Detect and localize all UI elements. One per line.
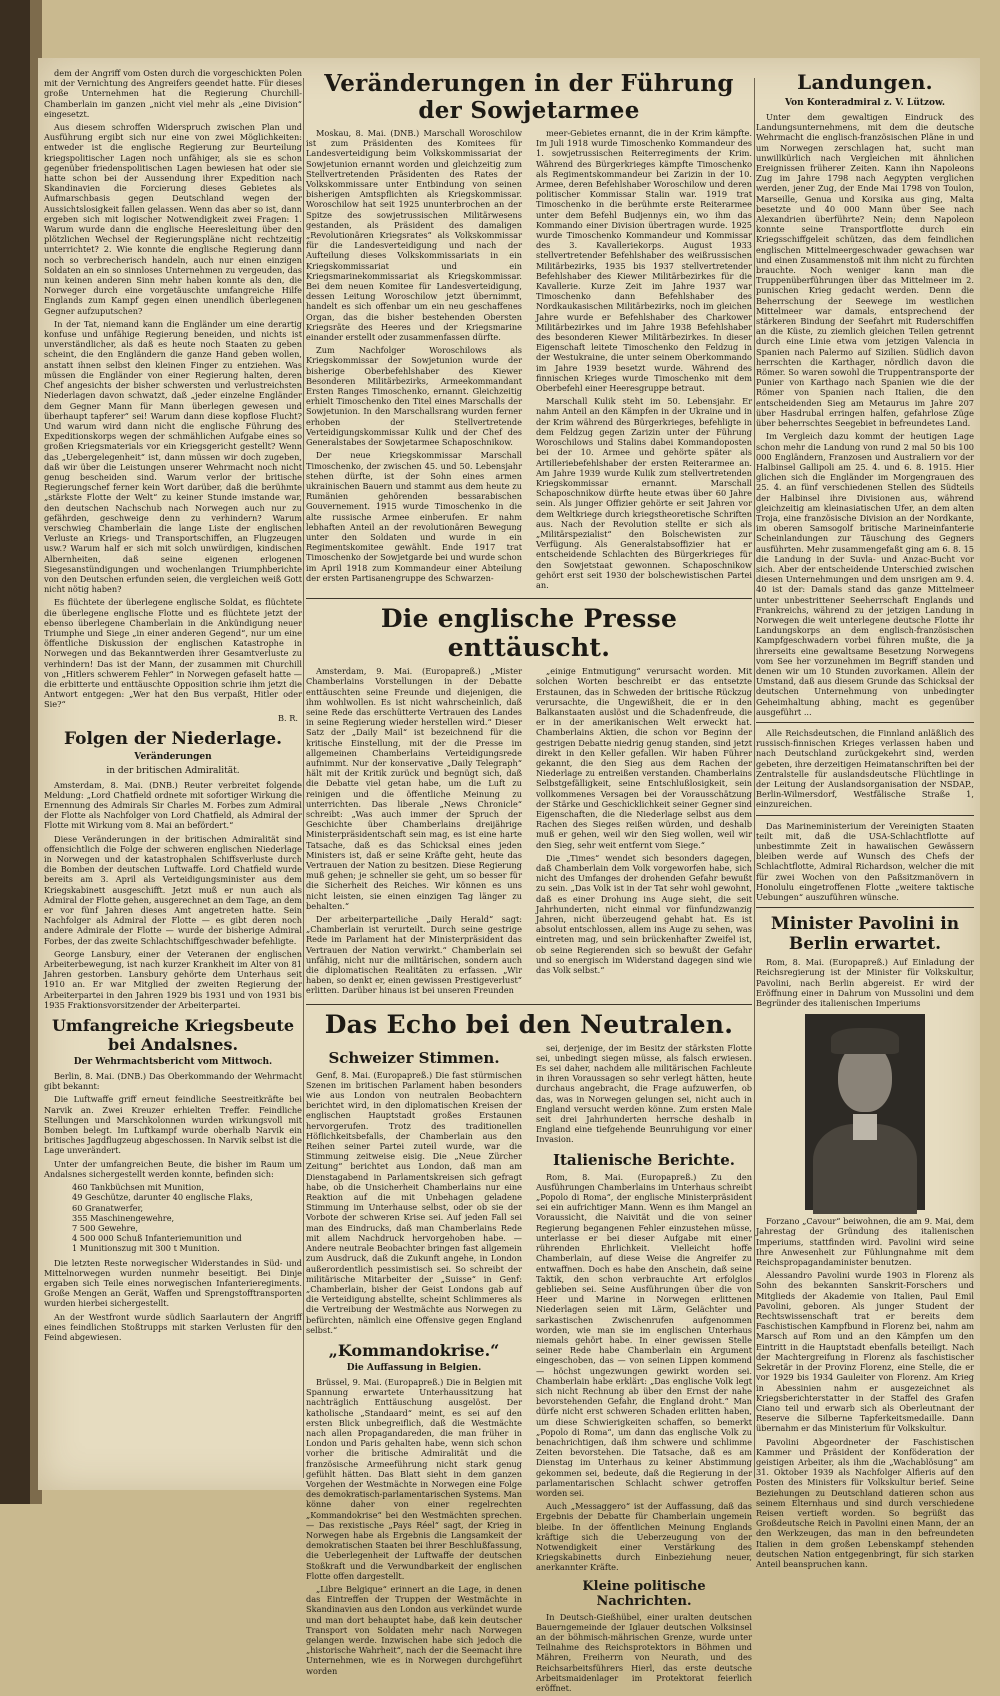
- pavolini-portrait-photo: [805, 1014, 925, 1210]
- article-paragraph: Pavolini Abgeordneter der Faschistischen Kammer und Präsident der Konföderation der geistigen Arbeiter, als ihm die „Wachablösung“ am 31. Oktober 1939 als Nachfolger Alfieris auf den Posten des Ministers für Volkskultur berief. Seine Beziehungen zu Deutschland datieren schon aus seinem Elternhaus und sind durch verschiedene Reisen vertieft worden. So begrüßt das Großdeutsche Reich in Pavolini einen Mann, der an den Werkzeugen, das man in den befreundeten Italien in dem großen Lebenskampf stehenden deutschen Nation entgegenbringt, für sich starken Anteil beanspruchen kann.: [756, 1436, 974, 1569]
- divider: [756, 815, 974, 816]
- headline-landungen: Landungen.: [797, 70, 933, 94]
- subheadline: Kleine politische Nachrichten.: [582, 1578, 706, 1609]
- article-paragraph: Unter der umfangreichen Beute, die bisher im Raum um Andalsnes sichergestellt werden konnte, befinden sich:: [44, 1158, 302, 1179]
- divider: [756, 907, 974, 908]
- article-paragraph: Der neue Kriegskommissar Marschall Timoschenko, der zwischen 45. und 50. Lebensjahr stehen dürfte, ist der Sohn eines armen ukrainischen Bauern und stammt aus dem heute zu Rumänien gehörenden bessarabischen Gouvernement. 1915 wurde Timoschenko in die alte russische Armee einberufen. Er nahm lebhaften Anteil an der revolutionären Bewegung unter den Soldaten und wurde in ein Regimentskomitee gewählt. Ende 1917 trat Timoschenko der Sowjetgarde bei und wurde schon im April 1918 zum Kommandeur einer Abteilung der ersten Partisanengruppe des Schwarzen-: [306, 450, 522, 583]
- article-paragraph: Marschall Kulik steht im 50. Lebensjahr. Er nahm Anteil an den Kämpfen in der Ukraine und in der Krim während des Bürgerkrieges, befehligte in dem Feldzug gegen Zarizin unter der Führung Woroschilows und Stalins dabei Kommandoposten bei der 10. Armee und gehörte später als Artilleriebefehlshaber der ersten Reiterarmee an. Am Jahre 1939 wurde Kulik zum stellvertretenden Kriegskommissar ernannt. Marschall Schaposchnikow dürfte heute etwas über 60 Jahre sein. Als junger Offizier gehörte er seit Jahren vor dem Weltkriege durch kriegstheoretische Schriften aus. Nach der Revolution stellte er sich als „Militärspezialist“ den Bolschewisten zur Verfügung. Als Generalstabsoffizier hat er entscheidende Schlachten des Bürgerkrieges für den Sowjetstaat gewonnen. Schaposchnikow gehört erst seit 1930 der bolschewistischen Partei an.: [536, 396, 752, 590]
- headline-beute: Umfangreiche Kriegsbeute bei Andalsnes.: [51, 1016, 295, 1055]
- list-item: 7 500 Gewehre,: [72, 1222, 138, 1233]
- list-item: 4 500 000 Schuß Infanteriemunition und: [72, 1233, 242, 1244]
- subheading: Die Auffassung in Belgien.: [346, 1362, 482, 1373]
- intro-paragraph: dem der Angriff vom Osten durch die vorgeschickten Polen mit der Vernichtung des Angreifers geendet hatte. Für dieses große Unternehmen hat die Regierung Churchill-Chamberlain im ganzen „nicht viel mehr als „eine Division“ eingesetzt.: [44, 68, 302, 119]
- column-rule-1: [303, 78, 304, 1478]
- photo-caption: Forzano „Cavour“ beiwohnen, die am 9. Mai, dem Jahrestag der Gründung des italienischen Imperiums, stattfinden wird. Pavolini wird seine Ihre Anwesenheit zur Fühlungnahme mit dem Reichspropagandaminister benutzen.: [756, 1216, 974, 1268]
- article-paragraph: George Lansbury, einer der Veteranen der englischen Arbeiterbewegung, ist nach kurzer Krankheit im Alter von 81 Jahren gestorben. Lansbury gehörte dem Unterhaus seit 1910 an. Er war Mitglied der zweiten Regierung der Arbeiterpartei in den Jahren 1929 bis 1931 und von 1931 bis 1935 Fraktionsvorsitzender der Arbeiterpartei.: [44, 948, 302, 1010]
- column-rule-2: [754, 78, 755, 1478]
- presse-article: [306, 666, 752, 999]
- subheadline: Schweizer Stimmen.: [328, 1048, 500, 1067]
- article-paragraph: Moskau, 8. Mai. (DNB.) Marschall Woroschilow ist zum Präsidenten des Komitees für Landesverteidigung beim Volkskommissariat der Sowjetunion ernannt worden und gleichzeitig zum Stellvertretenden Präsidenten des Rates der Volkskommissare unter Entbindung von seinen bisherigen Amtspflichten als Kriegskommissar. Woroschilow hat seit 1925 ununterbrochen an der Spitze des sowjetrussischen Militärwesens gestanden, als Präsident des damaligen „Revolutionären Kriegsrates“ als Volkskommissar für die Landesverteidigung und nach der Aufteilung dieses Volkskommissariats in ein Kriegskommissariat und ein Kriegsmarinekommissariat als Kriegskommissar. Bei dem neuen Komitee für Landesverteidigung, dessen Leitung Woroschilow jetzt übernimmt, handelt es sich offenbar um ein neu geschaffenes Organ, das die bisher bestehenden Obersten Kriegsräte des Heeres und der Kriegsmarine einander erstellt oder zusammenfassen dürfte.: [306, 128, 522, 343]
- article-paragraph: Unter dem gewaltigen Eindruck des Landungsunternehmens, mit dem die deutsche Wehrmacht die englisch-französischen Pläne in und um Norwegen zerschlagen hat, sucht man unwillkürlich nach Vergleichen mit ähnlichen Ereignissen früherer Zeiten. Kann ihn Napoleons Zug im Jahre 1798 nach Aegypten verglichen werden, jener Zug, der Ende Mai 1798 von Toulon, Marseille, Genua und Korsika aus ging, Malta besetzte und 40 000 Mann über See nach Alexandrien überführte? Nein; denn Napoleon konnte seine Transportflotte durch ein Kriegsschiffgeleit schützen, das dem feindlichen englischen Mittelmeergeschwader gewachsen war und einen Zusammenstoß mit ihm nicht zu fürchten brauchte. Noch weniger kann man die Truppenüberführungen über das Mittelmeer im 2. punischen Krieg gedacht werden. Denn die Beherrschung der Seewege im westlichen Mittelmeer war damals, entsprechend der stärkeren Bindung der Seefahrt mit Ruderschiffen an die Küste, zu ziemlich gleichen Teilen getrennt durch eine Linie etwa vom jetzigen Valencia in Spanien nach Palermo auf Sizilien. Südlich davon herrschten die Karthager, nördlich davon die Römer. So waren sowohl die Truppentransporte der Punier von Karthago nach Spanien wie die der Römer von Spanien nach Italien, die den entscheidenden Sieg am Metaurus im Jahre 207 über Hasdrubal erringen halfen, gefahrlose Züge über beherrschtes Seegebiet in befreundetes Land.: [756, 112, 974, 429]
- article-paragraph: In Deutsch-Gießhübel, einer uralten deutschen Bauerngemeinde der Iglauer deutschen Volksinsel an der böhmisch-mährischen Grenze, wurde unter Teilnahme des Reichsprotektors in Böhmen und Mähren, Freiherrn von Neurath, und des Reichsarbeitsführers Hierl, das erste deutsche Arbeitsmaidenlager im Protektorat feierlich eröffnet.: [536, 1611, 752, 1694]
- headline-echo: Das Echo bei den Neutralen.: [324, 1009, 734, 1039]
- article-paragraph: Amsterdam, 9. Mai. (Europapreß.) „Mister Chamberlains Vorstellungen in der Debatte enttäuschten seine Freunde und diejenigen, die ihm wohlwollen. Es ist nicht wahrscheinlich, daß seine Rede das erschütterte Vertrauen des Landes in seine Regierung wieder herstellen wird.“ Dieser Satz der „Daily Mail“ ist bezeichnend für die kritische Einstellung, mit der die Presse im allgemeinen Chamberlains Verteidigungsrede aufnimmt. Nur der konservative „Daily Telegraph“ hält mit der Kritik zurück und begnügt sich, daß die Debatte viel getan habe, um die Luft zu reinigen und die öffentliche Meinung zu unterrichten. Das liberale „News Chronicle“ schreibt: „Was auch immer der Spruch der Geschichte über Chamberlains dreijährige Ministerpräsidentschaft sein mag, es ist eine harte Tatsache, daß es das Schicksal eines jeden Ministers ist, daß er seine Kräfte geht, heute das Vertrauen der Nation zu besitzen. Diese Regierung muß gehen; je schneller sie geht, um so besser für die Sicherheit des Reiches. Wir können es uns nicht leisten, sie einen einzigen Tag länger zu behalten.“: [306, 666, 522, 911]
- byline: Von Konteradmiral z. V. Lützow.: [785, 98, 945, 108]
- news-note: Alle Reichsdeutschen, die Finnland anläßlich des russisch-finnischen Krieges verlassen haben und nach Deutschland zurückgekehrt sind, werden gebeten, ihre derzeitigen Heimatanschriften bei der Zentralstelle für auslandsdeutsche Flüchtlinge in der Leitung der Auslandsorganisation der NSDAP., Berlin-Wilmersdorf, Westfälische Straße 1, einzureichen.: [756, 727, 974, 810]
- newspaper-page: [38, 58, 980, 1694]
- article-paragraph: „einige Entmutigung“ verursacht worden. Mit solchen Worten beschreibt er das entsetzte Erstaunen, das in Schweden der britische Rückzug verursachte, die Ungewißheit, die er in den Balkanstaaten auslöst und die Schadenfreude, die er in der amerikanischen Welt erweckt hat. Chamberlains Aktien, die schon vor Beginn der gestrigen Debatte niedrig genug standen, sind jetzt direkt in den Keller gefallen. Wir haben Führer gekannt, die den Sieg aus dem Rachen der Niederlage zu entreißen verstanden. Chamberlains Selbstgefälligkeit, seine Entschlußlosigkeit, sein vollkommenes Versagen bei der Vorausschätzung der Stärke und Geschicklichkeit seiner Gegner sind Eigenschaften, die die Niederlage selbst aus dem Rachen des Sieges reißen würden, und deshalb muß er gehen, weil wir den Sieg wollen, weil wir den Sieg, sehr weit entfernt vom Siege.“: [536, 666, 752, 850]
- article-paragraph: Zum Nachfolger Woroschilows als Kriegskommissar der Sowjetunion wurde der bisherige Oberbefehlshaber des Kiewer Besonderen Militärbezirks, Armeekommandant Ersten Ranges Timoschenko, ernannt. Gleichzeitig erhielt Timoschenko den Titel eines Marschalls der Sowjetunion. In den Marschallsrang wurden ferner erhoben der Stellvertretende Verteidigungskommissar Kulik und der Chef des Generalstabes der Sowjetarmee Schaposchnikow.: [306, 345, 522, 448]
- signature: B. R.: [278, 712, 298, 723]
- article-paragraph: Berlin, 8. Mai. (DNB.) Das Oberkommando der Wehrmacht gibt bekannt:: [44, 1071, 302, 1092]
- subheading: in der britischen Admiralität.: [106, 765, 240, 776]
- article-paragraph: Diese Veränderungen in der britischen Admiralität sind offensichtlich die Folge der schweren englischen Niederlage in Norwegen und der katastrophalen Schiffsverluste durch die Bomben der deutschen Luftwaffe. Lord Chatfield wurde bereits am 3. April als Verteidigungsminister aus dem Kriegskabinett ausgeschifft. Jetzt muß er nun auch als Admiral der Flotte gehen, ausgerechnet an dem Tage, an dem er vor fünf Jahren dieses Amt angetreten hatte. Sein Nachfolger als Admiral der Flotte — es gibt deren noch andere Admirale der Flotte — wurde der bisherige Admiral Forbes, der das zweite Schlachtschiffgeschwader befehligte.: [44, 833, 302, 946]
- list-item: 49 Geschütze, darunter 40 englische Flaks,: [72, 1192, 253, 1203]
- headline-sowjetarmee: Veränderungen in der Führung der Sowjetarmee: [324, 70, 734, 124]
- echo-article: [306, 1043, 752, 1696]
- headline-pavolini: Minister Pavolini in Berlin erwartet.: [770, 914, 960, 955]
- article-paragraph: Auch „Messaggero“ ist der Auffassung, daß das Ergebnis der Debatte für Chamberlain ungemein bleibe. In der öffentlichen Meinung Englands kräftige sich die Ueberzeugung von der Notwendigkeit einer Verstärkung des Kriegskabinetts durch Einbeziehung neuer, anerkannter Kräfte.: [536, 1501, 752, 1573]
- divider: [306, 598, 752, 599]
- list-item: 460 Tankbüchsen mit Munition,: [72, 1182, 205, 1193]
- list-item: 355 Maschinengewehre,: [72, 1212, 175, 1223]
- column-right: [756, 68, 974, 1569]
- article-paragraph: Der arbeiterparteiliche „Daily Herald“ sagt: „Chamberlain ist verurteilt. Durch seine gestrige Rede im Parlament hat der Ministerpräsident das Vertrauen der Nation verwirkt.“ Chamberlain sei unfähig, nicht nur die militärischen, sondern auch die diplomatischen Realitäten zu erfassen. „Wir haben, so denkt er, einen gewissen Prestigeverlust“ erlitten. Darüber hinaus ist bei unseren Freunden: [306, 914, 522, 996]
- article-paragraph: meer-Gebietes ernannt, die in der Krim kämpfte. Im Juli 1918 wurde Timoschenko Kommandeur des 1. sowjetrussischen Reiterregiments der Krim. Während des Bürgerkrieges kämpfte Timoschenko als Regimentskommandeur bei Zarizin in der 10. Armee, deren Befehlshaber Woroschilow und deren politischer Kommissar Stalin war. 1919 trat Timoschenko in die berühmte erste Reiterarmee unter dem Befehl Budjennys ein, wo ihm das Kommando einer Division übertragen wurde. 1925 wurde Timoschenko Kommandeur und Kommissar des 3. Kavalleriekorps. August 1933 stellvertretender Befehlshaber des weißrussischen Militärbezirks, 1935 bis 1937 stellvertretender Befehlshaber des Kiewer Militärbezirkes für die Kavallerie. Kurze Zeit im Jahre 1937 war Timoschenko dann Befehlshaber des Nordkaukasischen Militärbezirks, noch im gleichen Jahre wurde er Befehlshaber des Charkower Militärbezirkes und im Jahre 1938 Befehlshaber des besonderen Kiewer Militärbezirkes. In dieser Eigenschaft leitete Timoschenko den Feldzug in der Westukraine, die unter seinem Oberkommando im Jahre 1939 besetzt wurde. Während des finnischen Krieges wurde Timoschenko mit dem Oberbefehl einer Heeresgruppe betraut.: [536, 128, 752, 394]
- headline-folgen: Folgen der Niederlage.: [63, 728, 283, 749]
- list-item: 60 Granatwerfer,: [72, 1202, 144, 1213]
- article-paragraph: Amsterdam, 8. Mai. (DNB.) Reuter verbreitet folgende Meldung: „Lord Chatfield ordnete mit sofortiger Wirkung die Ernennung des Admirals Sir Charles M. Forbes zum Admiral der Flotte als Nachfolger von Lord Chatfield, als Admiral der Flotte mit Wirkung vom 8. Mai an befördert.“: [44, 779, 302, 831]
- headline-presse: Die englische Presse enttäuscht.: [380, 604, 678, 663]
- article-paragraph: „Libre Belgique“ erinnert an die Lage, in denen das Eintreffen der Truppen der Westmächte in Skandinavien aus den London aus verkündet wurde und man dort behauptet habe, daß kein deutscher Transport von Soldaten mehr nach Norwegen gelangen werde. Inzwischen habe sich jedoch die „historische Wahrheit“, nach der die Seemacht ihre Unternehmen, wie es in Norwegen durchgeführt worden: [306, 1583, 522, 1676]
- subheadline: „Kommandokrise.“: [328, 1340, 500, 1360]
- column-left: [44, 68, 302, 1486]
- divider: [756, 722, 974, 723]
- intro-paragraph: Es flüchtete der überlegene englische Soldat, es flüchtete die überlegene englische Flotte und es flüchtete jetzt der ebenso überlegene Chamberlain in die Ankündigung neuer Triumphe und Siege „in einer anderen Gegend“, nur um eine öffentliche Diskussion der englischen Katastrophe in Norwegen und das Bekanntwerden ihrer Gesamtverluste zu verhindern! Das ist der Mann, der zusammen mit Churchill von „Hitlers schwerem Fehler“ in Norwegen gefaselt hatte — die erbitterte und enttäuschte Opposition schrie ihm jetzt die Antwort entgegen: „Wer hat den Bus verpaßt, Hitler oder Sie?“: [44, 597, 302, 710]
- intro-paragraph: Aus diesem schroffen Widerspruch zwischen Plan und Ausführung ergibt sich nur eine von zwei Möglichkeiten: entweder ist die englische Regierung zur Beurteilung kriegspolitischer Lagen noch unfähiger, als sie es schon gegenüber friedenspolitischen Lagen bewiesen hat oder sie hatte schon bei der Aussendung ihrer Expedition nach Skandinavien die Forcierung dieses Gebietes als Aufmarschbasis gegen Deutschland wegen der Aussichtslosigkeit fallen gelassen. Wenn das aber so ist, dann ergeben sich mit logischer Notwendigkeit zwei Fragen: 1. Warum wurde dann die englische Heeresleitung über den plötzlichen Wechsel der Regierungspläne nicht rechtzeitig unterrichtet? 2. Wie konnte die englische Regierung dann noch so verbrecherisch handeln, auch nur einen einzigen Soldaten an ein so sinnloses Unternehmen zu vergeuden, das nun keinen anderen Sinn mehr haben konnte als den, die Norweger durch eine vorgetäuschte umfangreiche Hilfe Englands zum Kampf gegen einen unendlich überlegenen Gegner aufzuputschen?: [44, 122, 302, 316]
- article-paragraph: Rom, 8. Mai. (Europapreß.) Auf Einladung der Reichsregierung ist der Minister für Volkskultur, Pavolini, nach Berlin abgereist. Er wird der Eröffnung einer in Dahrum von Mussolini und dem Begründer des italienischen Imperiums: [756, 957, 974, 1009]
- article-paragraph: Genf, 8. Mai. (Europapreß.) Die fast stürmischen Szenen im britischen Parlament haben besonders wie aus London von neutralen Beobachtern berichtet wird, in den diplomatischen Kreisen der englischen Hauptstadt großes Erstaunen hervorgerufen. Trotz des traditionellen Höflichkeitsbefalls, der Chamberlain aus den Reihen seiner Partei zuteil wurde, war die Stimmung zeitweise eisig. Die „Neue Zürcher Zeitung“ berichtet aus London, daß man am Dienstagabend in Parlamentskreisen sich gefragt habe, ob die Unsicherheit Chamberlains nur eine Reaktion auf die mit Unbehagen geladene Stimmung im Unterhause selbst, oder ob sie der Vorbote der schweren Krise sei. Auf jeden Fall sei man des Eindrucks, daß man Chamberlains Rede mit allem Nachdruck hervorgehoben habe. — Andere neutrale Beobachter bringen fast allgemein zum Ausdruck, daß die Zukunft angehe, in London außerordentlich pessimistisch sei. So schreibt der militärische Mitarbeiter der „Suisse“ in Genf: „Chamberlain, bisher der Geist Londons gab auf die Verteidigung abstellte, scheint Schlimmeres als die Vertreibung der Westmächte aus Norwegen zu befürchten, nämlich eine Offensive gegen England selbst.“: [306, 1069, 522, 1335]
- article-paragraph: Brüssel, 9. Mai. (Europapreß.) Die in Belgien mit Spannung erwartete Unterhaussitzung hat nachträglich Enttäuschung ausgelöst. Der katholische „Standaard“ meint, es sei auf den ersten Blick unbegreiflich, daß die Westmächte nach allen Propagandareden, die man früher in London und Paris gehalten habe, wenn sich schon vorher die britische Admiralität und die französische Armeeführung nicht stark genug gefühlt hätten. Das Blatt sieht in dem ganzen Vorgehen der Westmächte in Norwegen eine Folge des demokratisch-parlamentarischen Systems. Man könne daher von einer regelrechten „Kommandokrise“ bei den Westmächten sprechen. — Das rexistische „Pays Réel“ sagt, der Krieg in Norwegen habe als Ergebnis die Langsamkeit der demokratischen Staaten bei ihrer Beschlußfassung, die Ueberlegenheit der Luftwaffe der deutschen Stoßkraft und die Verwundbarkeit der englischen Flotte offen dargestellt.: [306, 1376, 522, 1581]
- subheadline: Italienische Berichte.: [552, 1150, 735, 1169]
- article-paragraph: Rom, 8. Mai. (Europapreß.) Zu den Ausführungen Chamberlains im Unterhaus schreibt „Popolo di Roma“, der englische Ministerpräsident sei ein aufrichtiger Mann. Wenn es ihm Mangel an Voraussicht, die Naivität und die von seiner Regierung begangenen Fehler einzustehen müsse, unterlasse er bei dieser Aufgabe mit einer rührenden Ehrlichkeit. Vielleicht hoffe Chamberlain, auf diese Weise die Angreifer zu entwaffnen. Doch es habe den Anschein, daß seine Taktik, den schon verbrauchte Art erfolglos geblieben sei. Seine Ausführungen über die von Heer und Marine in Norwegen erlittenen Niederlagen seien mit Lärm, Gelächter und sarkastischen Zwischenrufen aufgenommen worden, wie man sie im englischen Unterhaus niemals gehört habe. In einer gewissen Stelle seiner Rede habe Chamberlain ein Argument eingeschoben, das — von seinen Lippen kommend — höchst ungezwungen gewirkt worden sei. Chamberlain habe erklärt: „Das englische Volk legt sich nicht Rechnung ab über den Ernst der nahe bevorstehenden Gefahr, die England droht.“ Man dürfe nicht erst schweren Schaden erlitten haben, um diese Schwierigkeiten schaffen, so bemerkt „Popolo di Roma“, um dann das englische Volk zu benachrichtigen, daß ihm schwere und schlimme Zeiten bevorstehen. Die Tatsache, daß es am Dienstag im Unterhaus zu keiner Abstimmung gekommen sei, bedeute, daß die Regierung in der parlamentarischen Schlacht schwer getroffen worden sei.: [536, 1171, 752, 1498]
- article-paragraph: An der Westfront wurde südlich Saarlautern der Angriff eines feindlichen Stoßtrupps mit starken Verlusten für den Feind abgewiesen.: [44, 1311, 302, 1342]
- column-middle: [306, 68, 752, 1694]
- article-paragraph: Die Luftwaffe griff erneut feindliche Seestreitkräfte bei Narvik an. Zwei Kreuzer erhielten Treffer. Feindliche Stellungen und Marschkolonnen wurden wirkungsvoll mit Bomben belegt. Im Luftkampf wurde oberhalb Narvik ein britisches Jagdflugzeug abgeschossen. In Narvik selbst ist die Lage unverändert.: [44, 1094, 302, 1156]
- article-paragraph: Im Vergleich dazu kommt der heutigen Lage schon mehr die Landung von rund 2 mal 50 bis 100 000 Engländern, Franzosen und Australiern vor der Halbinsel Gallipoli am 25. 4. und 6. 8. 1915. Hier glichen sich die Engländer im Morgengrauen des 25. 4. an fünf verschiedenen Stellen des Südteils der Halbinsel ihre Divisionen aus, während gleichzeitig am kleinasiatischen Ufer, an dem alten Troja, eine französische Division an der Nordkante, im oberen Samsogolf britische Marineinfanterie Scheinlandungen zur Täuschung des Gegners ausführten. Mehr zusammengefaßt ging am 6. 8. 15 die Landung in der Suvla- und Anzac-Bucht vor sich. Aber der entscheidende Unterschied zwischen diesen Unternehmungen und dem unsrigen am 9. 4. 40 ist der: Damals stand das ganze Mittelmeer unter unbestrittener Seeherrschaft Englands und Frankreichs, während zu der jetzigen Landung in Norwegen die weit unterlegene deutsche Flotte ihr Landungskorps an dem englisch-französischen Kampfgeschwadern vorbei führen mußte, die ja ihrerseits eine gewaltsame Besetzung Norwegens vom See her vorzunehmen im Begriff standen und denen wir um 10 Stunden zuvorkamen. Allein der Umstand, daß aus diesem Grunde das Schicksal der deutschen Unternehmung von unbedingter Geheimhaltung abhing, macht es gegenüber ausgeführt ...: [756, 431, 974, 717]
- subheading: Veränderungen: [134, 751, 212, 762]
- intro-article: [44, 68, 302, 723]
- article-paragraph: Alessandro Pavolini wurde 1903 in Florenz als Sohn des bekannten Sanskrit-Forschers und Mitglieds der Akademie von Italien, Paul Emil Pavolini, geboren. Als junger Student der Rechtswissenschaft trat er bereits dem Faschistischen Kampfbund in Florenz bei, nahm am Marsch auf Rom und an den Kämpfen um den Eintritt in die Hauptstadt ebenfalls beteiligt. Nach der Machtergreifung in Florenz als faschistischer Sekretär in der Provinz Florenz, eine Stelle, die er vor 1929 bis 1934 Gauleiter von Florenz. Am Krieg in Abessinien nahm er ausgezeichnet als Kriegsberichterstatter in der Staffel des Grafen Ciano teil und erwarb sich als Oberleutnant der Reserve die Silberne Tapferkeitsmedaille. Dann übernahm er das Ministerium für Volkskultur.: [756, 1270, 974, 1434]
- article-paragraph: sei, derjenige, der im Besitz der stärksten Flotte sei, unbedingt siegen müsse, als falsch erwiesen. Es sei daher, nachdem alle militärischen Fachleute in ihren Voraussagen so sehr verlegt hätten, heute durchaus angebracht, die Frage aufzuwerfen, ob das, was in Norwegen gelungen sei, nicht auch in England versucht werden könne. Zum ersten Male seit drei Jahrhunderten herrsche deshalb in England eine tiefgehende Beunruhigung vor einer Invasion.: [536, 1042, 752, 1145]
- divider: [306, 1004, 752, 1005]
- news-note: Das Marineministerium der Vereinigten Staaten teilt mit, daß die USA-Schlachtflotte auf unbestimmte Zeit in hawaiischen Gewässern bleiben werde auf Wunsch des Chefs der Schlachtflotte, Admiral Richardson, welcher die mit für zwei Wochen von den Paßsitzmanövern in Honolulu eingetroffenen Flotte „weitere taktische Uebungen“ auszuführen wünsche.: [756, 820, 974, 903]
- article-paragraph: Die „Times“ wendet sich besonders dagegen, daß Chamberlain dem Volk vorgeworfen habe, sich nicht des Umfanges der drohenden Gefahr bewußt zu sein. „Das Volk ist in der Tat sehr wohl gewohnt, daß es einer Drohung ins Auge sieht, die seit Jahrhunderten, nicht einmal vor fünfundzwanzig Jahren, nicht überzeugend gehabt hat. Es ist absolut entschlossen, allem ins Auge zu sehen, was eintreten mag, und sein brückenhafter Zweifel ist, ob seine Regierenden sich so bewußt der Gefahr und so energisch im Widerstand dagegen sind wie das Volk selbst.“: [536, 852, 752, 976]
- article-paragraph: Die letzten Reste norwegischer Widerstandes in Süd- und Mittelnorwegen wurden nunmehr beseitigt. Bei Dinje ergaben sich Teile eines norwegischen Infanterieregiments. Große Mengen an Gerät, Waffen und Sprengstofftransporten wurden hierbei sichergestellt.: [44, 1257, 302, 1309]
- sowjet-article: [306, 128, 752, 593]
- subheading: Der Wehrmachtsbericht vom Mittwoch.: [73, 1057, 273, 1068]
- booty-list: [72, 1182, 302, 1253]
- list-item: 1 Munitionszug mit 300 t Munition.: [72, 1243, 220, 1254]
- intro-paragraph: In der Tat, niemand kann die Engländer um eine derartig konfuse und unfähige Regierung beneiden, und nichts ist unverständlicher, als daß es heute noch Staaten zu geben scheint, die den Engländern die ganze Hand geben wollen, anstatt ihnen selbst den kleinen Finger zu entziehen. Was müssen die Engländer von einer Regierung halten, deren Chef angesichts der bisher schwersten und verlustreichsten Niederlagen davon schwatzt, daß „jeder einzelne Engländer dem Gegner Mann für Mann überlegen gewesen und überhaupt tapferer“ sei! Warum dann diese kopflose Flucht? Und warum wird dann nicht die englische Führung des Expeditionskorps wegen der schmählichen Aufgabe eines so großen Kriegsmaterials vor ein Kriegsgericht gestellt? Wenn das „Uebergelegenheit“ ist, dann müssen wir doch zugeben, daß wir über die Leistungen unserer Wehrmacht noch nicht genug bescheiden sind. Warum verlor der britische Regierungschef ferner kein Wort darüber, daß die berühmte „stärkste Flotte der Welt“ zu keiner Stunde imstande war, den deutschen Nachschub nach Norwegen auch nur zu gefährden, geschweige denn zu verhindern? Warum verschwieg Chamberlain die lange Liste der englischen Verluste an Kriegs- und Transportschiffen, an Flugzeugen usw.? Warum half er sich mit solch unwürdigen, kindischen Albernheiten, daß seine eigenen erlogenen Siegesanstündigungen und wochenlangen Triumphberichte von den Deutschen erfunden seien, die vergleichen weiß Gott nicht nötig haben?: [44, 318, 302, 595]
